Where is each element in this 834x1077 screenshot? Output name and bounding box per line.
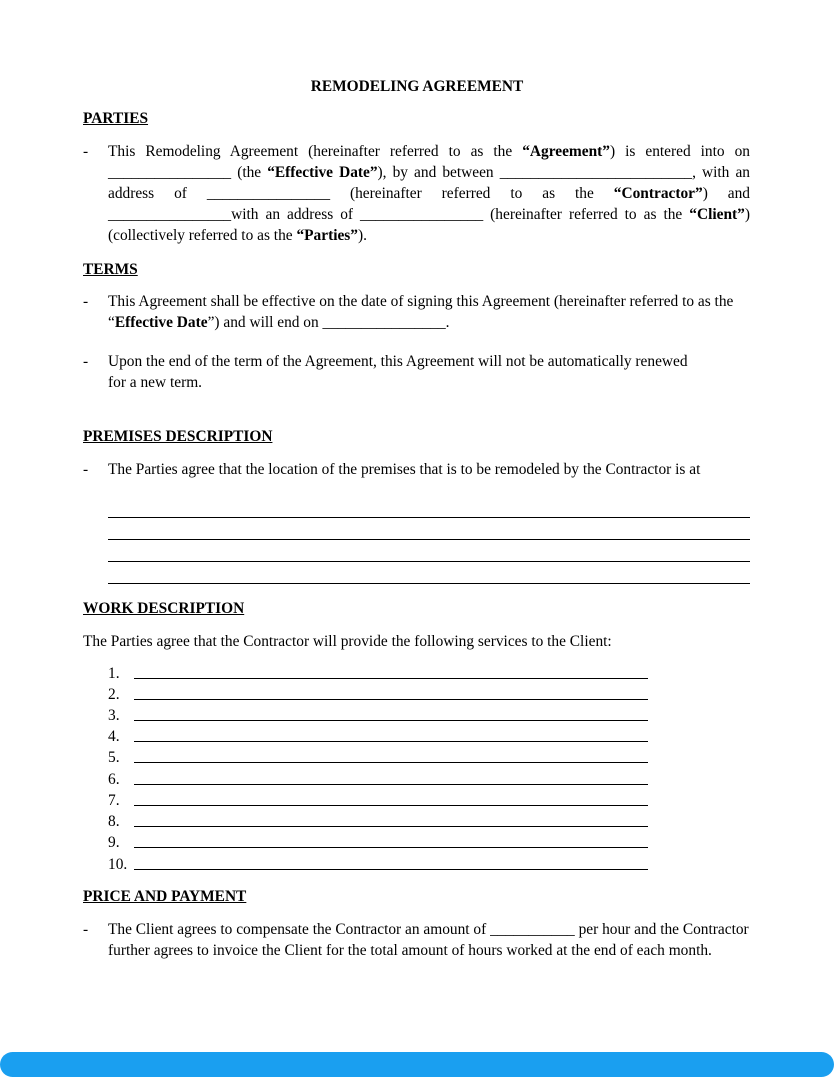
bold-term: Effective Date xyxy=(114,314,208,331)
blank-line xyxy=(134,805,648,806)
price-paragraph: The Client agrees to compensate the Contractor an amount of ___________ per hour and the Contractor further agrees to invoice the Client for the total amount of hours worked at the end of each month. xyxy=(108,921,749,959)
section-heading-parties: PARTIES xyxy=(83,110,149,127)
item-number: 7. xyxy=(108,792,120,809)
work-item xyxy=(108,832,648,853)
blank-line xyxy=(108,561,750,562)
terms-paragraph-2: Upon the end of the term of the Agreement, this Agreement will not be automatically renewed for a new term. xyxy=(108,353,688,391)
item-number: 1. xyxy=(108,665,120,682)
footer-bar xyxy=(0,1052,834,1077)
text-run: ) is entered into on ________________ (the xyxy=(108,143,750,181)
text-run: This Remodeling Agreement (hereinafter referred to as the xyxy=(108,143,523,160)
blank-line xyxy=(108,539,750,540)
section-heading-premises: PREMISES DESCRIPTION xyxy=(83,428,273,445)
blank-line xyxy=(134,847,648,848)
bullet-marker: - xyxy=(83,293,89,310)
text-run: ) and ________________with an address of ________________ (hereinafter referred to as the xyxy=(108,185,751,223)
item-number: 9. xyxy=(108,834,120,851)
blank-line xyxy=(108,517,750,518)
work-item xyxy=(108,663,648,684)
text-run: ). xyxy=(358,227,367,244)
blank-line xyxy=(108,583,750,584)
bullet-marker: - xyxy=(83,143,89,160)
item-number: 2. xyxy=(108,686,120,703)
blank-line xyxy=(134,826,648,827)
item-number: 3. xyxy=(108,707,120,724)
parties-paragraph xyxy=(108,141,750,246)
blank-line xyxy=(134,741,648,742)
work-item xyxy=(108,684,648,705)
terms-paragraph-1 xyxy=(108,291,750,333)
item-number: 10. xyxy=(108,856,128,873)
work-item xyxy=(108,854,648,875)
text-run: ”) and will end on ________________. xyxy=(207,314,450,331)
item-number: 5. xyxy=(108,749,120,766)
work-item xyxy=(108,769,648,790)
blank-line xyxy=(134,720,648,721)
bold-term: “Contractor” xyxy=(613,185,703,202)
work-item xyxy=(108,705,648,726)
section-heading-price: PRICE AND PAYMENT xyxy=(83,888,247,905)
text-run: ), by and between _________________________, with an address of ________________ (hereinafter referred to as the xyxy=(108,164,750,202)
text-run: ) (collectively referred to as the xyxy=(108,206,750,244)
premises-paragraph: The Parties agree that the location of the premises that is to be remodeled by the Contractor is at xyxy=(108,461,701,478)
blank-line xyxy=(134,869,648,870)
work-intro: The Parties agree that the Contractor will provide the following services to the Client: xyxy=(83,633,612,650)
item-number: 8. xyxy=(108,813,120,830)
blank-line xyxy=(134,699,648,700)
item-number: 6. xyxy=(108,771,120,788)
blank-line xyxy=(134,762,648,763)
text-run: This Agreement shall be effective on the date of signing this Agreement (hereinafter referred to as the “ xyxy=(108,293,734,331)
blank-line xyxy=(134,678,648,679)
section-heading-terms: TERMS xyxy=(83,261,138,278)
bold-term: “Client” xyxy=(689,206,745,223)
bold-term: “Effective Date” xyxy=(267,164,378,181)
bullet-marker: - xyxy=(83,353,89,370)
document-title: REMODELING AGREEMENT xyxy=(310,78,524,95)
work-item xyxy=(108,747,648,768)
work-item xyxy=(108,726,648,747)
bold-term: “Parties” xyxy=(296,227,358,244)
bullet-marker: - xyxy=(83,461,89,478)
work-item xyxy=(108,811,648,832)
bold-term: “Agreement” xyxy=(522,143,610,160)
item-number: 4. xyxy=(108,728,120,745)
work-item xyxy=(108,790,648,811)
bullet-marker: - xyxy=(83,921,89,938)
section-heading-work: WORK DESCRIPTION xyxy=(83,600,245,617)
blank-line xyxy=(134,784,648,785)
